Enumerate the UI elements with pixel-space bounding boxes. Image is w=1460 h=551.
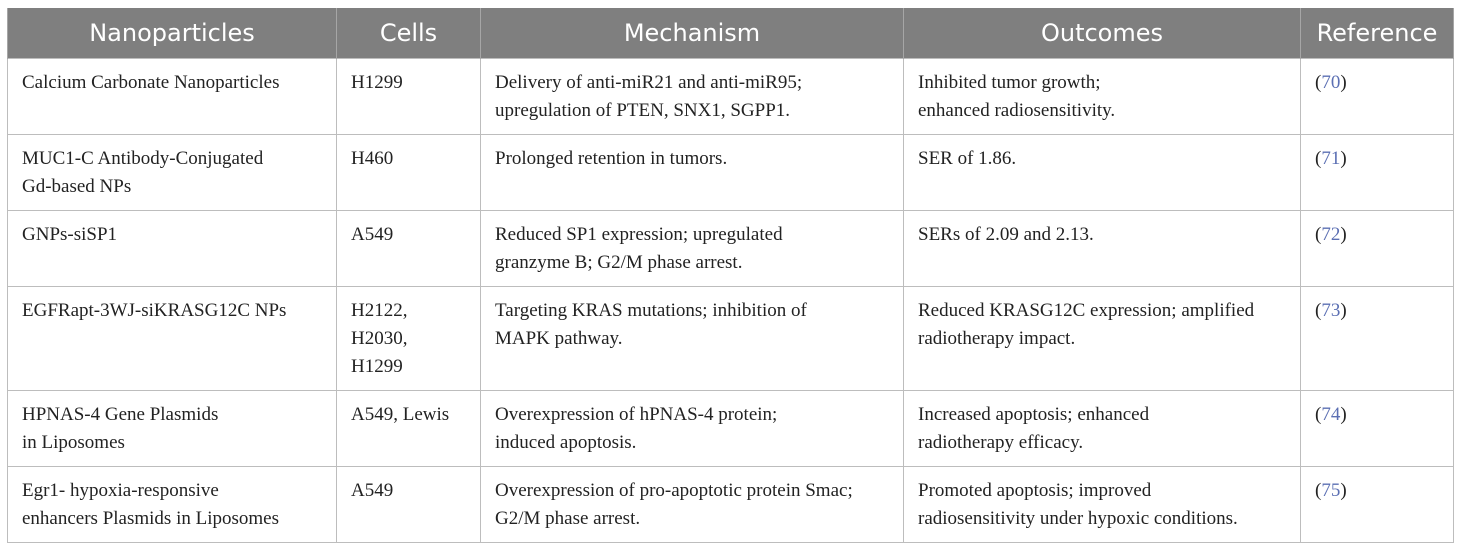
reference-link[interactable]: 73	[1321, 300, 1341, 321]
cell-outcomes: Inhibited tumor growth; enhanced radiosensitivity.	[904, 59, 1301, 135]
cell-outcomes: Reduced KRASG12C expression; amplified radiotherapy impact.	[904, 287, 1301, 391]
table-row	[8, 59, 1454, 135]
cell-cells: H2122, H2030, H1299	[337, 287, 481, 391]
table-row	[8, 391, 1454, 467]
nanoparticle-table	[7, 8, 1454, 543]
cell-mechanism: Overexpression of hPNAS-4 protein; induced apoptosis.	[481, 391, 904, 467]
cell-outcomes: SER of 1.86.	[904, 135, 1301, 211]
header-cells: Cells	[337, 8, 481, 59]
reference-link[interactable]: 75	[1321, 480, 1341, 501]
header-nanoparticles: Nanoparticles	[8, 8, 337, 59]
table-row	[8, 211, 1454, 287]
cell-nanoparticles: EGFRapt-3WJ-siKRASG12C NPs	[8, 287, 337, 391]
cell-reference: (70)	[1301, 59, 1454, 135]
table-row	[8, 287, 1454, 391]
cell-reference: (71)	[1301, 135, 1454, 211]
cell-reference: (74)	[1301, 391, 1454, 467]
cell-nanoparticles: HPNAS-4 Gene Plasmids in Liposomes	[8, 391, 337, 467]
table-row	[8, 467, 1454, 543]
header-mechanism: Mechanism	[481, 8, 904, 59]
reference-link[interactable]: 72	[1321, 224, 1341, 245]
cell-nanoparticles: GNPs-siSP1	[8, 211, 337, 287]
header-outcomes: Outcomes	[904, 8, 1301, 59]
cell-nanoparticles: Egr1- hypoxia-responsive enhancers Plasmids in Liposomes	[8, 467, 337, 543]
header-row	[8, 8, 1454, 59]
cell-cells: H460	[337, 135, 481, 211]
cell-cells: A549	[337, 211, 481, 287]
cell-reference: (72)	[1301, 211, 1454, 287]
cell-nanoparticles: MUC1-C Antibody-Conjugated Gd-based NPs	[8, 135, 337, 211]
reference-link[interactable]: 71	[1321, 148, 1341, 169]
cell-cells: A549, Lewis	[337, 391, 481, 467]
cell-mechanism: Targeting KRAS mutations; inhibition of MAPK pathway.	[481, 287, 904, 391]
cell-outcomes: SERs of 2.09 and 2.13.	[904, 211, 1301, 287]
cell-mechanism: Prolonged retention in tumors.	[481, 135, 904, 211]
cell-nanoparticles: Calcium Carbonate Nanoparticles	[8, 59, 337, 135]
cell-mechanism: Delivery of anti-miR21 and anti-miR95; upregulation of PTEN, SNX1, SGPP1.	[481, 59, 904, 135]
cell-cells: A549	[337, 467, 481, 543]
cell-mechanism: Reduced SP1 expression; upregulated granzyme B; G2/M phase arrest.	[481, 211, 904, 287]
cell-reference: (73)	[1301, 287, 1454, 391]
cell-outcomes: Promoted apoptosis; improved radiosensitivity under hypoxic conditions.	[904, 467, 1301, 543]
cell-cells: H1299	[337, 59, 481, 135]
cell-outcomes: Increased apoptosis; enhanced radiotherapy efficacy.	[904, 391, 1301, 467]
cell-reference: (75)	[1301, 467, 1454, 543]
reference-link[interactable]: 70	[1321, 72, 1341, 93]
reference-link[interactable]: 74	[1321, 404, 1341, 425]
table-row	[8, 135, 1454, 211]
header-reference: Reference	[1301, 8, 1454, 59]
cell-mechanism: Overexpression of pro-apoptotic protein Smac; G2/M phase arrest.	[481, 467, 904, 543]
